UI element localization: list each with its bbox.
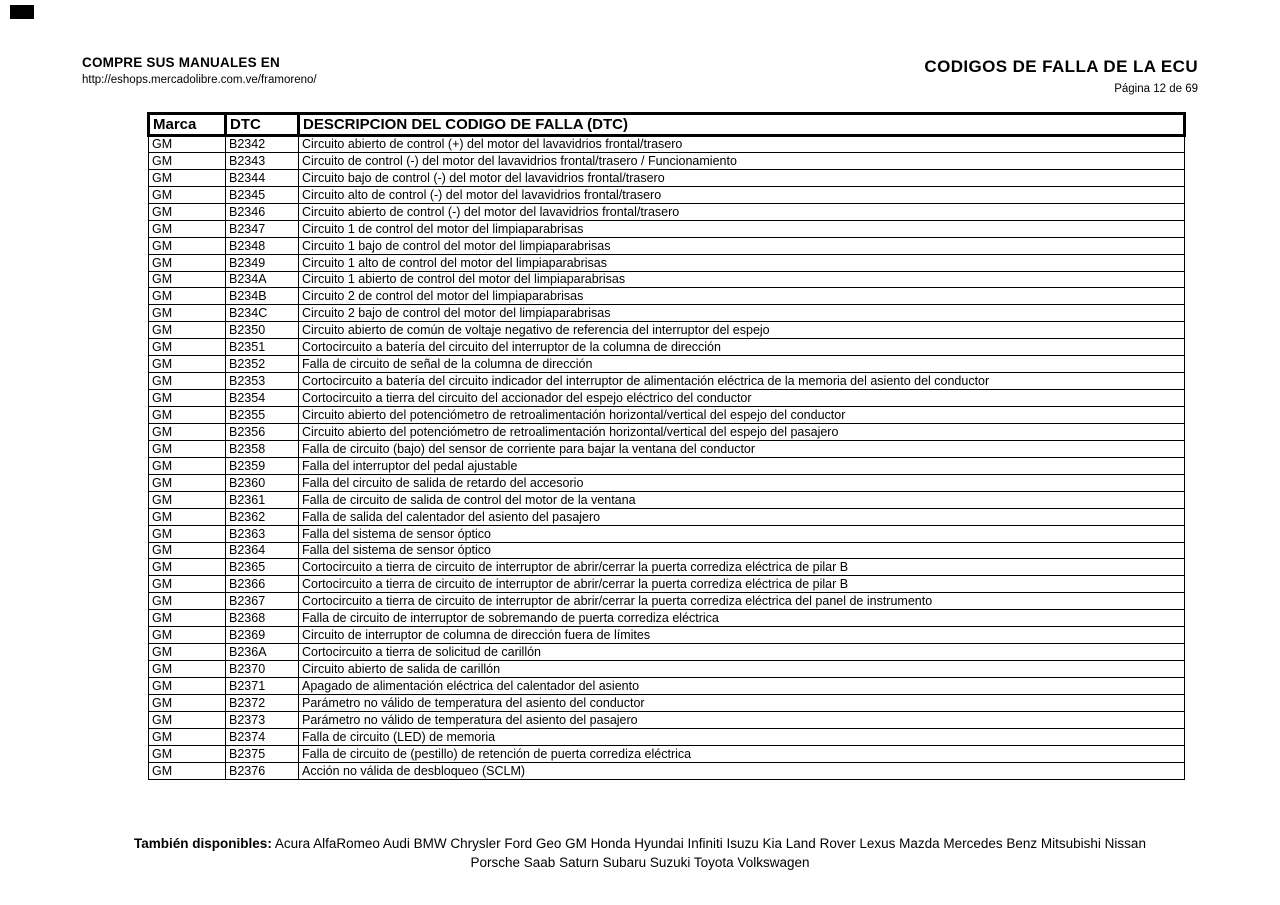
header-row	[149, 114, 1185, 136]
cell-dtc: B234B	[226, 288, 299, 305]
cell-description: Circuito 1 abierto de control del motor del limpiaparabrisas	[299, 271, 1185, 288]
table-row	[149, 203, 1185, 220]
cell-marca: GM	[149, 762, 226, 779]
cell-description: Parámetro no válido de temperatura del asiento del pasajero	[299, 711, 1185, 728]
cell-marca: GM	[149, 305, 226, 322]
cell-dtc: B2368	[226, 610, 299, 627]
table-row	[149, 254, 1185, 271]
table-row	[149, 728, 1185, 745]
cell-dtc: B2344	[226, 169, 299, 186]
cell-marca: GM	[149, 254, 226, 271]
cell-dtc: B234C	[226, 305, 299, 322]
footer-brands-line2: Porsche Saab Saturn Subaru Suzuki Toyota Volkswagen	[470, 855, 810, 870]
cell-marca: GM	[149, 322, 226, 339]
cell-marca: GM	[149, 373, 226, 390]
cell-dtc: B2349	[226, 254, 299, 271]
table-row	[149, 610, 1185, 627]
cell-marca: GM	[149, 440, 226, 457]
table-row	[149, 186, 1185, 203]
cell-description: Circuito 1 de control del motor del limpiaparabrisas	[299, 220, 1185, 237]
table-row	[149, 288, 1185, 305]
cell-dtc: B2347	[226, 220, 299, 237]
cell-description: Cortocircuito a batería del circuito del interruptor de la columna de dirección	[299, 339, 1185, 356]
store-banner-title: COMPRE SUS MANUALES EN	[82, 55, 280, 70]
table-row	[149, 762, 1185, 779]
cell-description: Cortocircuito a tierra del circuito del accionador del espejo eléctrico del conductor	[299, 390, 1185, 407]
cell-marca: GM	[149, 542, 226, 559]
cell-marca: GM	[149, 339, 226, 356]
cell-marca: GM	[149, 745, 226, 762]
cell-dtc: B2350	[226, 322, 299, 339]
cell-dtc: B2345	[226, 186, 299, 203]
cell-description: Circuito 2 de control del motor del limpiaparabrisas	[299, 288, 1185, 305]
cell-dtc: B2366	[226, 576, 299, 593]
cell-marca: GM	[149, 508, 226, 525]
cell-dtc: B236A	[226, 644, 299, 661]
cell-dtc: B2355	[226, 407, 299, 424]
store-url-link[interactable]: http://eshops.mercadolibre.com.ve/framoreno/	[82, 74, 317, 86]
cell-marca: GM	[149, 220, 226, 237]
cell-marca: GM	[149, 390, 226, 407]
cell-marca: GM	[149, 152, 226, 169]
cell-marca: GM	[149, 661, 226, 678]
cell-description: Cortocircuito a tierra de circuito de interruptor de abrir/cerrar la puerta corrediza eléctrica de pilar B	[299, 559, 1185, 576]
cell-description: Circuito de control (-) del motor del lavavidrios frontal/trasero / Funcionamiento	[299, 152, 1185, 169]
cell-marca: GM	[149, 169, 226, 186]
table-row	[149, 745, 1185, 762]
cell-marca: GM	[149, 728, 226, 745]
cell-marca: GM	[149, 711, 226, 728]
table-row	[149, 491, 1185, 508]
table-row	[149, 542, 1185, 559]
cell-marca: GM	[149, 356, 226, 373]
table-row	[149, 661, 1185, 678]
header-right	[924, 57, 1198, 95]
cell-description: Cortocircuito a batería del circuito indicador del interruptor de alimentación eléctrica de la memoria del asiento del conductor	[299, 373, 1185, 390]
table-row	[149, 305, 1185, 322]
cell-marca: GM	[149, 407, 226, 424]
table-row	[149, 390, 1185, 407]
cell-dtc: B2360	[226, 474, 299, 491]
scan-artifact-mark	[10, 5, 34, 19]
cell-marca: GM	[149, 271, 226, 288]
cell-marca: GM	[149, 627, 226, 644]
table-row	[149, 220, 1185, 237]
cell-dtc: B234A	[226, 271, 299, 288]
cell-description: Cortocircuito a tierra de circuito de interruptor de abrir/cerrar la puerta corrediza eléctrica del panel de instrumento	[299, 593, 1185, 610]
table-row	[149, 457, 1185, 474]
cell-marca: GM	[149, 610, 226, 627]
cell-description: Falla de salida del calentador del asiento del pasajero	[299, 508, 1185, 525]
cell-marca: GM	[149, 576, 226, 593]
table-row	[149, 136, 1185, 153]
cell-marca: GM	[149, 678, 226, 695]
table-row	[149, 407, 1185, 424]
cell-dtc: B2346	[226, 203, 299, 220]
cell-marca: GM	[149, 593, 226, 610]
cell-dtc: B2343	[226, 152, 299, 169]
cell-description: Parámetro no válido de temperatura del asiento del conductor	[299, 694, 1185, 711]
cell-description: Falla de circuito (bajo) del sensor de corriente para bajar la ventana del conductor	[299, 440, 1185, 457]
cell-marca: GM	[149, 525, 226, 542]
cell-marca: GM	[149, 237, 226, 254]
cell-description: Apagado de alimentación eléctrica del calentador del asiento	[299, 678, 1185, 695]
table-row	[149, 440, 1185, 457]
cell-description: Circuito bajo de control (-) del motor del lavavidrios frontal/trasero	[299, 169, 1185, 186]
cell-marca: GM	[149, 186, 226, 203]
cell-marca: GM	[149, 203, 226, 220]
cell-description: Cortocircuito a tierra de solicitud de carillón	[299, 644, 1185, 661]
cell-description: Falla de circuito de salida de control del motor de la ventana	[299, 491, 1185, 508]
cell-dtc: B2369	[226, 627, 299, 644]
footer	[0, 834, 1280, 872]
cell-dtc: B2375	[226, 745, 299, 762]
cell-description: Falla del interruptor del pedal ajustable	[299, 457, 1185, 474]
table-row	[149, 339, 1185, 356]
table-row	[149, 271, 1185, 288]
cell-marca: GM	[149, 423, 226, 440]
cell-dtc: B2362	[226, 508, 299, 525]
cell-marca: GM	[149, 457, 226, 474]
cell-description: Circuito 1 bajo de control del motor del limpiaparabrisas	[299, 237, 1185, 254]
cell-dtc: B2372	[226, 694, 299, 711]
cell-description: Circuito alto de control (-) del motor del lavavidrios frontal/trasero	[299, 186, 1185, 203]
cell-description: Circuito abierto de salida de carillón	[299, 661, 1185, 678]
cell-description: Falla de circuito (LED) de memoria	[299, 728, 1185, 745]
column-header-dtc: DTC	[226, 114, 299, 136]
cell-dtc: B2358	[226, 440, 299, 457]
column-header-descripcion: DESCRIPCION DEL CODIGO DE FALLA (DTC)	[299, 114, 1185, 136]
cell-marca: GM	[149, 644, 226, 661]
cell-dtc: B2370	[226, 661, 299, 678]
table-row	[149, 322, 1185, 339]
cell-marca: GM	[149, 694, 226, 711]
cell-description: Circuito 1 alto de control del motor del limpiaparabrisas	[299, 254, 1185, 271]
footer-line-1	[0, 834, 1280, 853]
cell-description: Circuito abierto de control (+) del motor del lavavidrios frontal/trasero	[299, 136, 1185, 153]
table-row	[149, 576, 1185, 593]
table-row	[149, 678, 1185, 695]
cell-description: Cortocircuito a tierra de circuito de interruptor de abrir/cerrar la puerta corrediza eléctrica de pilar B	[299, 576, 1185, 593]
cell-description: Falla de circuito de interruptor de sobremando de puerta corrediza eléctrica	[299, 610, 1185, 627]
header-left	[82, 55, 317, 86]
cell-dtc: B2359	[226, 457, 299, 474]
table-row	[149, 627, 1185, 644]
table-row	[149, 694, 1185, 711]
cell-dtc: B2351	[226, 339, 299, 356]
cell-marca: GM	[149, 491, 226, 508]
cell-description: Falla de circuito de (pestillo) de retención de puerta corrediza eléctrica	[299, 745, 1185, 762]
table-header	[149, 114, 1185, 136]
table-row	[149, 169, 1185, 186]
table-row	[149, 237, 1185, 254]
column-header-marca: Marca	[149, 114, 226, 136]
footer-label: También disponibles:	[134, 836, 272, 851]
cell-dtc: B2348	[226, 237, 299, 254]
cell-dtc: B2373	[226, 711, 299, 728]
table-body	[149, 136, 1185, 780]
cell-marca: GM	[149, 288, 226, 305]
cell-description: Falla del sistema de sensor óptico	[299, 525, 1185, 542]
table-row	[149, 711, 1185, 728]
cell-description: Acción no válida de desbloqueo (SCLM)	[299, 762, 1185, 779]
cell-dtc: B2356	[226, 423, 299, 440]
cell-marca: GM	[149, 136, 226, 153]
cell-description: Circuito abierto de común de voltaje negativo de referencia del interruptor del espejo	[299, 322, 1185, 339]
table-row	[149, 373, 1185, 390]
cell-dtc: B2353	[226, 373, 299, 390]
table-row	[149, 593, 1185, 610]
cell-description: Falla del circuito de salida de retardo del accesorio	[299, 474, 1185, 491]
cell-dtc: B2363	[226, 525, 299, 542]
cell-dtc: B2376	[226, 762, 299, 779]
cell-marca: GM	[149, 474, 226, 491]
cell-dtc: B2371	[226, 678, 299, 695]
cell-description: Circuito 2 bajo de control del motor del limpiaparabrisas	[299, 305, 1185, 322]
fault-codes-table	[147, 112, 1186, 780]
table-row	[149, 152, 1185, 169]
cell-description: Circuito abierto del potenciómetro de retroalimentación horizontal/vertical del espejo del conductor	[299, 407, 1185, 424]
page-indicator: Página 12 de 69	[1114, 83, 1198, 95]
cell-description: Circuito abierto del potenciómetro de retroalimentación horizontal/vertical del espejo del pasajero	[299, 423, 1185, 440]
cell-dtc: B2352	[226, 356, 299, 373]
cell-marca: GM	[149, 559, 226, 576]
table-row	[149, 508, 1185, 525]
cell-dtc: B2361	[226, 491, 299, 508]
table-row	[149, 525, 1185, 542]
cell-description: Circuito abierto de control (-) del motor del lavavidrios frontal/trasero	[299, 203, 1185, 220]
table-row	[149, 559, 1185, 576]
table-row	[149, 423, 1185, 440]
footer-brands-line1: Acura AlfaRomeo Audi BMW Chrysler Ford Geo GM Honda Hyundai Infiniti Isuzu Kia Land Rover Lexus Mazda Mercedes Benz Mitsubishi Nissan	[271, 836, 1146, 851]
cell-description: Falla del sistema de sensor óptico	[299, 542, 1185, 559]
cell-dtc: B2365	[226, 559, 299, 576]
cell-description: Circuito de interruptor de columna de dirección fuera de límites	[299, 627, 1185, 644]
table-row	[149, 474, 1185, 491]
cell-dtc: B2367	[226, 593, 299, 610]
table-row	[149, 644, 1185, 661]
table-row	[149, 356, 1185, 373]
cell-dtc: B2342	[226, 136, 299, 153]
document-title: CODIGOS DE FALLA DE LA ECU	[924, 57, 1198, 76]
cell-dtc: B2374	[226, 728, 299, 745]
cell-description: Falla de circuito de señal de la columna de dirección	[299, 356, 1185, 373]
cell-dtc: B2354	[226, 390, 299, 407]
cell-dtc: B2364	[226, 542, 299, 559]
